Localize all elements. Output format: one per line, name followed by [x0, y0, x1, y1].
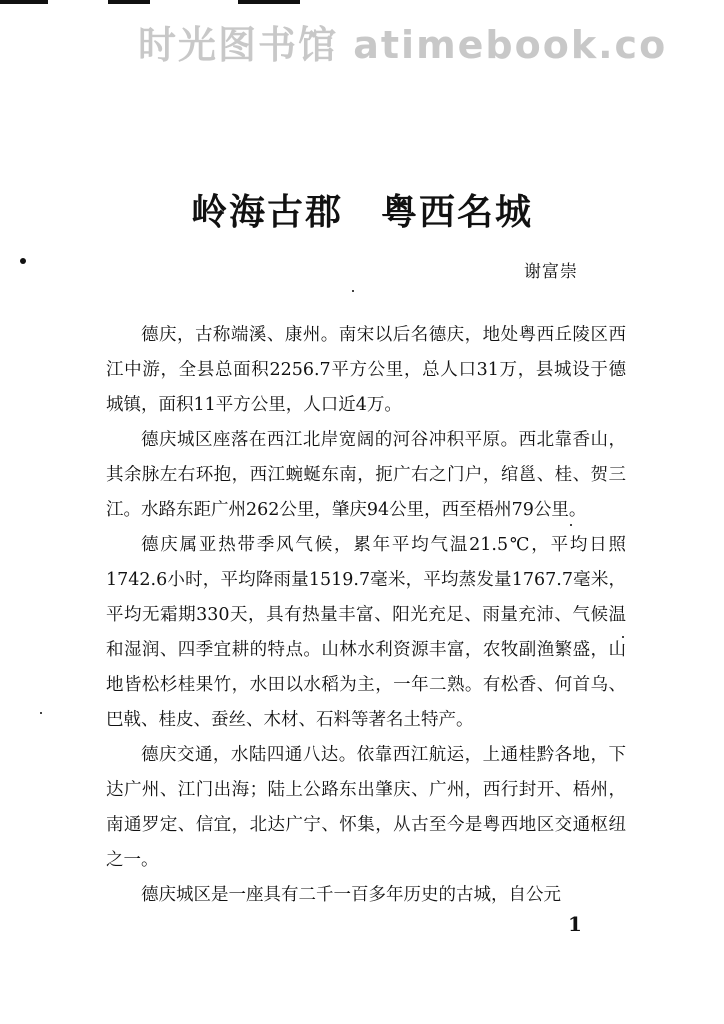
author: 谢富崇	[524, 262, 578, 282]
paragraph: 德庆，古称端溪、康州。南宋以后名德庆，地处粤西丘陵区西江中游，全县总面积2256.7平方公里，总人口31万，县城设于德城镇，面积11平方公里，人口近4万。	[106, 325, 626, 415]
paragraph: 德庆属亚热带季风气候，累年平均气温21.5℃，平均日照1742.6小时，平均降雨量1519.7毫米，平均蒸发量1767.7毫米，平均无霜期330天，具有热量丰富、阳光充足、雨量充沛、气候温和湿润、四季宜耕的特点。山林水利资源丰富，农牧副渔繁盛，山地皆松杉桂果竹，水田以水稻为主，一年二熟。有松香、何首乌、巴戟、桂皮、蚕丝、木材、石料等著名土特产。	[106, 535, 626, 730]
top-rule	[238, 0, 300, 4]
scan-speck	[622, 636, 624, 638]
top-rule	[108, 0, 150, 4]
page-number: 1	[568, 912, 582, 936]
paragraph: 德庆城区是一座具有二千一百多年历史的古城，自公元	[141, 885, 561, 905]
page-title: 岭海古郡 粤西名城	[190, 191, 533, 233]
top-rule	[0, 0, 48, 4]
paragraph: 德庆交通，水陆四通八达。依靠西江航运，上通桂黔各地，下达广州、江门出海；陆上公路东出肇庆、广州，西行封开、梧州，南通罗定、信宜，北达广宁、怀集，从古至今是粤西地区交通枢纽之一。	[106, 745, 626, 870]
margin-dot	[20, 258, 26, 264]
watermark: 时光图书馆 atimebook.co	[138, 23, 668, 67]
article-body	[106, 318, 626, 913]
paragraph: 德庆城区座落在西江北岸宽阔的河谷冲积平原。西北靠香山，其余脉左右环抱，西江蜿蜒东南，扼广右之门户，绾邕、桂、贺三江。水路东距广州262公里，肇庆94公里，西至梧州79公里。	[106, 430, 626, 520]
scan-speck	[570, 524, 572, 526]
scan-speck	[40, 712, 42, 714]
scan-speck	[352, 290, 354, 292]
